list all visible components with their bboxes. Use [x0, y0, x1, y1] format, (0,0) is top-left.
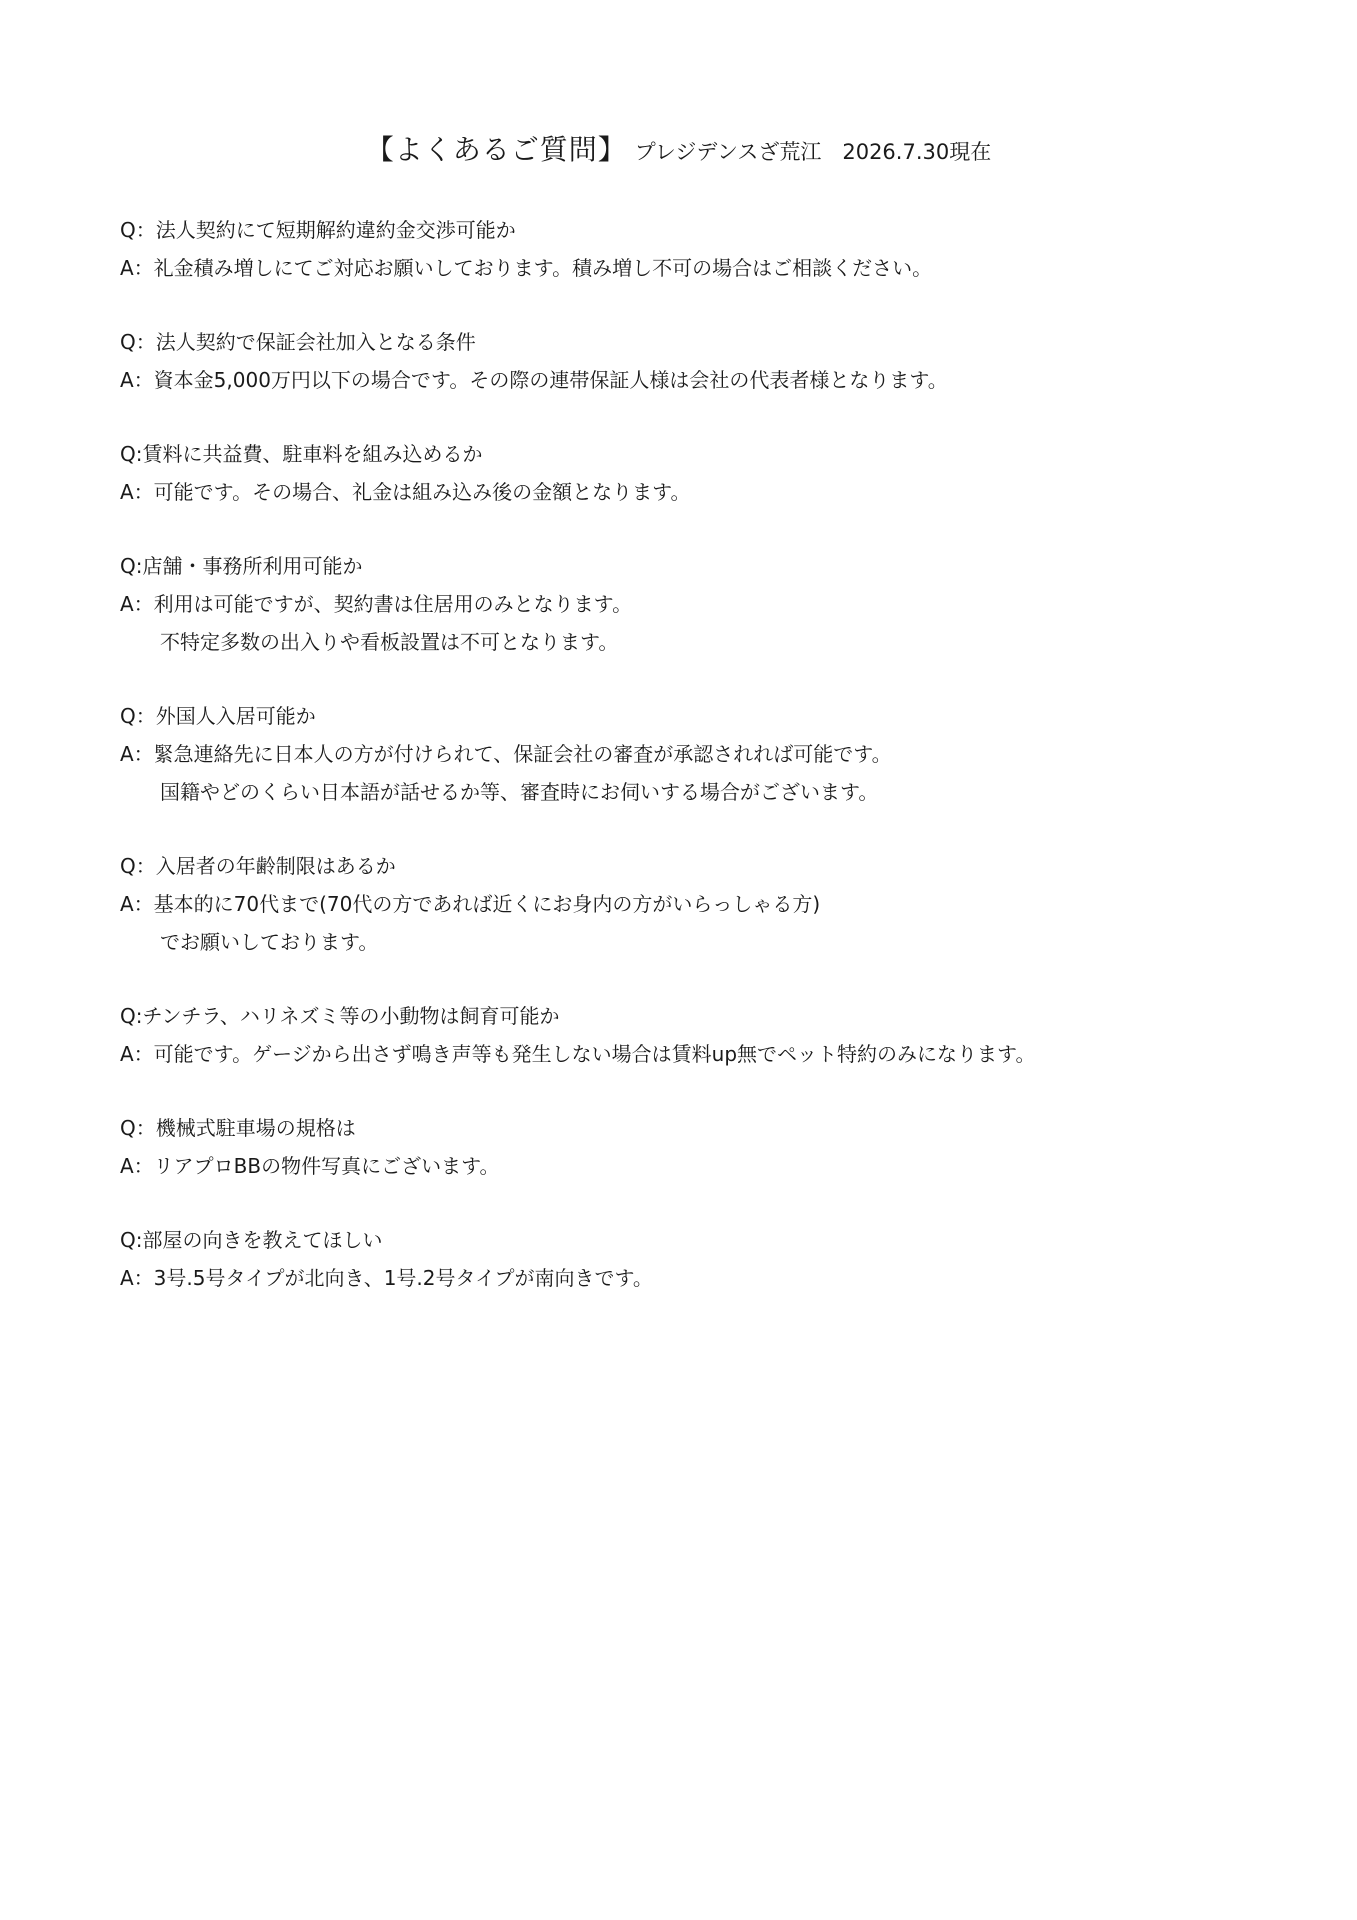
faq-question: Q：法人契約にて短期解約違約金交渉可能か — [120, 218, 516, 242]
faq-list — [120, 211, 1260, 1333]
faq-answer: A：リアプロBBの物件写真にございます。 — [120, 1154, 500, 1178]
faq-question: Q:店舗・事務所利用可能か — [120, 554, 363, 578]
faq-answer: A：礼金積み増しにてご対応お願いしております。積み増し不可の場合はご相談ください。 — [120, 256, 933, 280]
page-header — [0, 128, 1357, 168]
faq-item — [120, 323, 1260, 399]
faq-item — [120, 997, 1260, 1073]
faq-answer: A：可能です。ゲージから出さず鳴き声等も発生しない場合は賃料up無でペット特約のみになります。 — [120, 1042, 1036, 1066]
faq-answer-continued: でお願いしております。 — [160, 930, 379, 954]
faq-answer: A：可能です。その場合、礼金は組み込み後の金額となります。 — [120, 480, 691, 504]
faq-item — [120, 1109, 1260, 1185]
faq-answer: A：利用は可能ですが、契約書は住居用のみとなります。 — [120, 592, 633, 616]
faq-item — [120, 1221, 1260, 1297]
faq-question: Q：入居者の年齢制限はあるか — [120, 854, 396, 878]
faq-question: Q:チンチラ、ハリネズミ等の小動物は飼育可能か — [120, 1004, 560, 1028]
faq-answer: A：緊急連絡先に日本人の方が付けられて、保証会社の審査が承認されれば可能です。 — [120, 742, 892, 766]
faq-item — [120, 547, 1260, 661]
page-title: 【よくあるご質問】 — [365, 133, 627, 166]
faq-answer: A：3号.5号タイプが北向き、1号.2号タイプが南向きです。 — [120, 1266, 653, 1290]
faq-answer: A：資本金5,000万円以下の場合です。その際の連帯保証人様は会社の代表者様となります。 — [120, 368, 948, 392]
faq-item — [120, 847, 1260, 961]
faq-answer-continued: 不特定多数の出入りや看板設置は不可となります。 — [160, 630, 619, 654]
faq-question: Q:部屋の向きを教えてほしい — [120, 1228, 383, 1252]
faq-question: Q：機械式駐車場の規格は — [120, 1116, 356, 1140]
faq-question: Q：外国人入居可能か — [120, 704, 316, 728]
faq-item — [120, 211, 1260, 287]
faq-answer-continued: 国籍やどのくらい日本語が話せるか等、審査時にお伺いする場合がございます。 — [160, 780, 879, 804]
faq-question: Q：法人契約で保証会社加入となる条件 — [120, 330, 476, 354]
faq-item — [120, 435, 1260, 511]
page-subtitle: プレジデンスざ荒江 2026.7.30現在 — [634, 140, 992, 164]
faq-question: Q:賃料に共益費、駐車料を組み込めるか — [120, 442, 483, 466]
faq-item — [120, 697, 1260, 811]
faq-answer: A：基本的に70代まで(70代の方であれば近くにお身内の方がいらっしゃる方) — [120, 892, 821, 916]
